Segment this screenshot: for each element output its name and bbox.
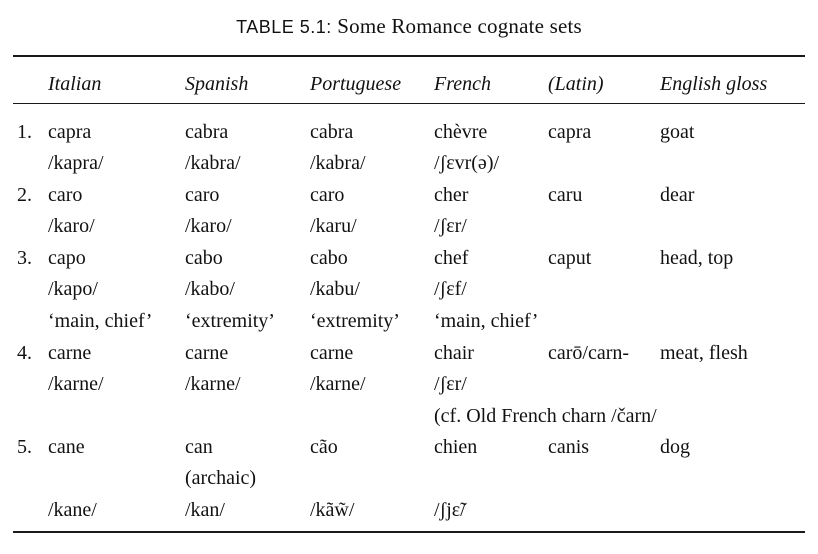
table-cell-french: cher: [434, 184, 469, 206]
table-cell-french: /ʃjɛ̃/: [434, 499, 466, 521]
table-cell-portuguese: /karne/: [310, 373, 366, 395]
row-number: 3.: [17, 247, 32, 269]
table-cell-portuguese: /kãw̃/: [310, 499, 355, 521]
table-cell-spanish: /kabo/: [185, 278, 235, 300]
table-cell-italian: /karne/: [48, 373, 104, 395]
table-cell-latin: capra: [548, 121, 592, 143]
table-cell-spanish: can: [185, 436, 213, 458]
column-header-portuguese: Portuguese: [310, 73, 402, 95]
table-cell-spanish: carne: [185, 342, 229, 364]
table-cell-french: /ʃɛr/: [434, 215, 467, 237]
table-cell-portuguese: ‘extremity’: [310, 310, 400, 332]
table-cell-spanish: caro: [185, 184, 220, 206]
table-cell-spanish: cabo: [185, 247, 223, 269]
column-header-italian: Italian: [48, 73, 102, 95]
table-caption-label: TABLE 5.1:: [236, 17, 332, 37]
table-cell-portuguese: caro: [310, 184, 345, 206]
table-cell-french: chèvre: [434, 121, 488, 143]
top-rule: [13, 55, 805, 57]
table-cell-portuguese: /karu/: [310, 215, 357, 237]
column-header-english-gloss: English gloss: [660, 73, 768, 95]
table-cell-italian: /karo/: [48, 215, 95, 237]
table-cell-portuguese: /kabra/: [310, 152, 366, 174]
table-cell-french: chef: [434, 247, 469, 269]
row-number: 4.: [17, 342, 32, 364]
table-cell-english-gloss: meat, flesh: [660, 342, 748, 364]
table-cell-spanish: /kan/: [185, 499, 225, 521]
table-cell-spanish: /karo/: [185, 215, 232, 237]
table-cell-french: /ʃɛvr(ə)/: [434, 152, 500, 174]
table-cell-portuguese: cabra: [310, 121, 354, 143]
table-cell-spanish: cabra: [185, 121, 229, 143]
table-cell-english-gloss: head, top: [660, 247, 734, 269]
table-cell-portuguese: cabo: [310, 247, 348, 269]
table-cell-spanish: ‘extremity’: [185, 310, 275, 332]
table-cell-french: chair: [434, 342, 474, 364]
header-rule: [13, 103, 805, 104]
table-cell-italian: carne: [48, 342, 92, 364]
row-number: 2.: [17, 184, 32, 206]
table-cell-spanish: /karne/: [185, 373, 241, 395]
column-header-french: French: [434, 73, 492, 95]
table-cell-french: ‘main, chief’: [434, 310, 539, 332]
table-cell-english-gloss: dear: [660, 184, 695, 206]
table-cell-portuguese: cão: [310, 436, 338, 458]
table-cell-italian: caro: [48, 184, 83, 206]
table-cell-italian: capo: [48, 247, 86, 269]
table-cell-english-gloss: goat: [660, 121, 695, 143]
table-cell-spanish: (archaic): [185, 467, 257, 489]
table-cell-italian: ‘main, chief’: [48, 310, 153, 332]
bottom-rule: [13, 531, 805, 533]
table-caption: [0, 14, 818, 39]
table-cell-latin: carō/carn-: [548, 342, 630, 364]
table-cell-italian: /kane/: [48, 499, 97, 521]
table-cell-italian: /kapo/: [48, 278, 98, 300]
row-number: 1.: [17, 121, 32, 143]
table-cell-italian: cane: [48, 436, 85, 458]
table-cell-english-gloss: dog: [660, 436, 690, 458]
column-header-latin: (Latin): [548, 73, 604, 95]
table-cell-latin: caput: [548, 247, 592, 269]
column-header-spanish: Spanish: [185, 73, 249, 95]
table-cell-french: chien: [434, 436, 478, 458]
table-cell-french: /ʃɛf/: [434, 278, 467, 300]
table-cell-italian: /kapra/: [48, 152, 104, 174]
table-cell-italian: capra: [48, 121, 92, 143]
table-caption-title: Some Romance cognate sets: [337, 14, 582, 38]
table-cell-latin: canis: [548, 436, 590, 458]
table-cell-french: (cf. Old French charn /čarn/: [434, 405, 657, 427]
table-cell-spanish: /kabra/: [185, 152, 241, 174]
table-cell-portuguese: /kabu/: [310, 278, 360, 300]
table-cell-latin: caru: [548, 184, 583, 206]
table-cell-french: /ʃɛr/: [434, 373, 467, 395]
table-cell-portuguese: carne: [310, 342, 354, 364]
row-number: 5.: [17, 436, 32, 458]
